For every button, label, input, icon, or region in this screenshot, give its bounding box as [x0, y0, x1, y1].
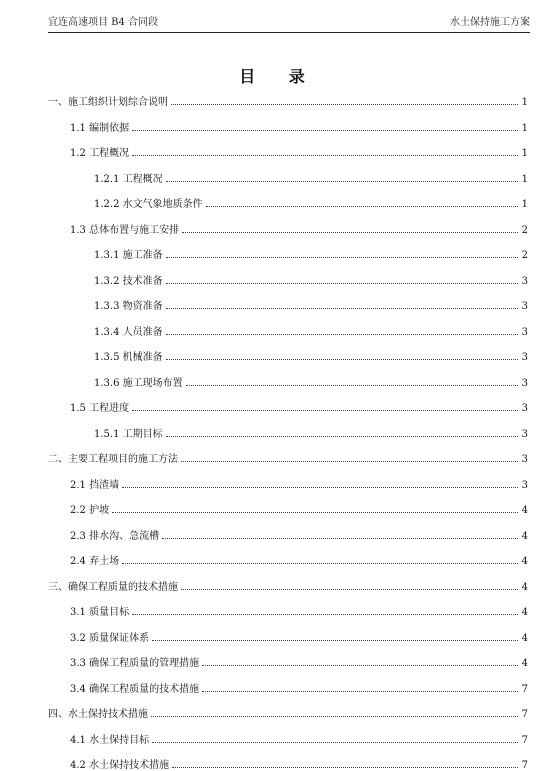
toc-entry-label: 3.4 确保工程质量的技术措施: [70, 683, 200, 695]
toc-entry-page: 1: [521, 173, 528, 185]
toc-entry-page: 7: [521, 734, 528, 746]
toc-leader-dots: [166, 435, 518, 437]
toc-leader-dots: [181, 588, 518, 590]
toc-leader-dots: [166, 358, 518, 360]
toc-leader-dots: [112, 511, 518, 513]
toc-entry-label: 1.3.3 物资准备: [94, 301, 163, 312]
toc-entry-page: 2: [521, 224, 528, 236]
page-header: [48, 10, 530, 33]
toc-entry-label: 1.3.6 施工现场布置: [94, 377, 183, 389]
toc-entry-label: 1.2 工程概况: [70, 148, 130, 159]
toc-leader-dots: [132, 154, 518, 156]
toc-entry[interactable]: [48, 704, 528, 720]
toc-entry[interactable]: [48, 373, 528, 389]
toc-entry[interactable]: [48, 755, 528, 771]
toc-entry-page: 4: [521, 530, 528, 542]
toc-entry[interactable]: [48, 296, 528, 312]
toc-entry[interactable]: [48, 577, 528, 593]
toc-entry[interactable]: [48, 475, 528, 491]
toc-entry-label: 1.1 编制依据: [70, 122, 130, 134]
toc-entry-label: 1.5 工程进度: [70, 403, 130, 414]
toc-entry[interactable]: [48, 322, 528, 338]
toc-leader-dots: [202, 690, 518, 692]
toc-entry-page: 1: [521, 122, 528, 134]
toc-entry[interactable]: [48, 143, 528, 159]
toc-entry[interactable]: [48, 526, 528, 542]
toc-entry-label: 四、水土保持技术措施: [48, 709, 148, 720]
toc-entry-page: 3: [521, 428, 528, 440]
toc-entry[interactable]: [48, 118, 528, 134]
toc-entry-page: 3: [521, 479, 528, 491]
toc-leader-dots: [202, 664, 518, 666]
toc-leader-dots: [122, 486, 518, 488]
toc-leader-dots: [122, 562, 518, 564]
toc-entry[interactable]: [48, 347, 528, 363]
toc-entry-page: 1: [521, 148, 528, 159]
toc-entry-page: 1: [521, 199, 528, 210]
toc-entry-label: 二、主要工程项目的施工方法: [48, 454, 178, 465]
toc-entry[interactable]: [48, 220, 528, 236]
toc-entry-label: 1.3.5 机械准备: [94, 352, 163, 363]
header-project-name: 宜连高速项目 B4 合同段: [48, 17, 159, 28]
toc-entry[interactable]: [48, 169, 528, 185]
toc-entry-label: 4.1 水土保持目标: [70, 734, 150, 746]
toc-entry-page: 4: [521, 607, 528, 618]
toc-entry-page: 4: [521, 632, 528, 644]
header-document-title: 水土保持施工方案: [450, 17, 530, 28]
toc-entry-page: 4: [521, 556, 528, 567]
toc-leader-dots: [166, 282, 518, 284]
toc-entry-label: 1.2.2 水文气象地质条件: [94, 199, 203, 210]
toc-leader-dots: [182, 231, 518, 233]
toc-entry-page: 3: [521, 326, 528, 338]
toc-leader-dots: [166, 307, 518, 309]
toc-entry[interactable]: [48, 500, 528, 516]
toc-leader-dots: [152, 639, 518, 641]
toc-entry[interactable]: [48, 398, 528, 414]
toc-entry-page: 1: [521, 97, 528, 108]
toc-leader-dots: [132, 409, 518, 411]
toc-entry-page: 3: [521, 352, 528, 363]
toc-entry-label: 2.4 弃土场: [70, 556, 120, 567]
toc-entry[interactable]: [48, 653, 528, 669]
toc-entry-page: 3: [521, 377, 528, 389]
toc-entry-label: 1.5.1 工期目标: [94, 428, 163, 440]
toc-leader-dots: [172, 766, 518, 768]
toc-entry-label: 1.3.1 施工准备: [94, 250, 163, 261]
toc-entry-page: 2: [521, 250, 528, 261]
toc-leader-dots: [181, 460, 518, 462]
toc-entry-label: 1.3 总体布置与施工安排: [70, 224, 180, 236]
toc-entry-page: 3: [521, 301, 528, 312]
toc-leader-dots: [166, 333, 518, 335]
toc-entry-label: 1.3.2 技术准备: [94, 275, 163, 287]
toc-entry-page: 7: [521, 683, 528, 695]
toc-entry-label: 三、确保工程质量的技术措施: [48, 581, 178, 593]
toc-leader-dots: [166, 180, 518, 182]
toc-entry[interactable]: [48, 449, 528, 465]
toc-entry[interactable]: [48, 245, 528, 261]
toc-entry-label: 2.2 护坡: [70, 505, 110, 516]
toc-leader-dots: [206, 205, 518, 207]
toc-entry-page: 4: [521, 505, 528, 516]
toc-entry-label: 3.2 质量保证体系: [70, 632, 150, 644]
toc-entry-page: 3: [521, 275, 528, 287]
toc-entry[interactable]: [48, 92, 528, 108]
toc-entry-page: 7: [521, 709, 528, 720]
toc-entry-page: 4: [521, 658, 528, 669]
toc-entry[interactable]: [48, 551, 528, 567]
toc-entry-label: 1.3.4 人员准备: [94, 326, 163, 338]
toc-leader-dots: [186, 384, 518, 386]
toc-entry[interactable]: [48, 194, 528, 210]
page-title: 目 录: [239, 67, 319, 86]
toc-entry-label: 1.2.1 工程概况: [94, 173, 163, 185]
toc-entry-page: 4: [521, 581, 528, 593]
toc-entry-page: 3: [521, 403, 528, 414]
toc-leader-dots: [166, 256, 518, 258]
toc-entry[interactable]: [48, 424, 528, 440]
toc-leader-dots: [132, 129, 518, 131]
toc-entry-page: 7: [521, 760, 528, 771]
toc-entry[interactable]: [48, 730, 528, 746]
toc-leader-dots: [162, 537, 518, 539]
toc-leader-dots: [152, 741, 518, 743]
toc-entry-label: 一、施工组织计划综合说明: [48, 97, 168, 108]
toc-entry[interactable]: [48, 271, 528, 287]
toc-entry-label: 2.1 挡渣墙: [70, 479, 120, 491]
toc-leader-dots: [151, 715, 518, 717]
toc-leader-dots: [132, 613, 518, 615]
toc-entry[interactable]: [48, 628, 528, 644]
toc-entry[interactable]: [48, 679, 528, 695]
toc-entry[interactable]: [48, 602, 528, 618]
toc-entry-label: 3.1 质量目标: [70, 607, 130, 618]
toc-entry-label: 4.2 水土保持技术措施: [70, 760, 170, 771]
toc-entry-label: 2.3 排水沟、急流槽: [70, 530, 160, 542]
toc-entry-label: 3.3 确保工程质量的管理措施: [70, 658, 200, 669]
toc-entry-page: 3: [521, 454, 528, 465]
toc-leader-dots: [171, 103, 518, 105]
